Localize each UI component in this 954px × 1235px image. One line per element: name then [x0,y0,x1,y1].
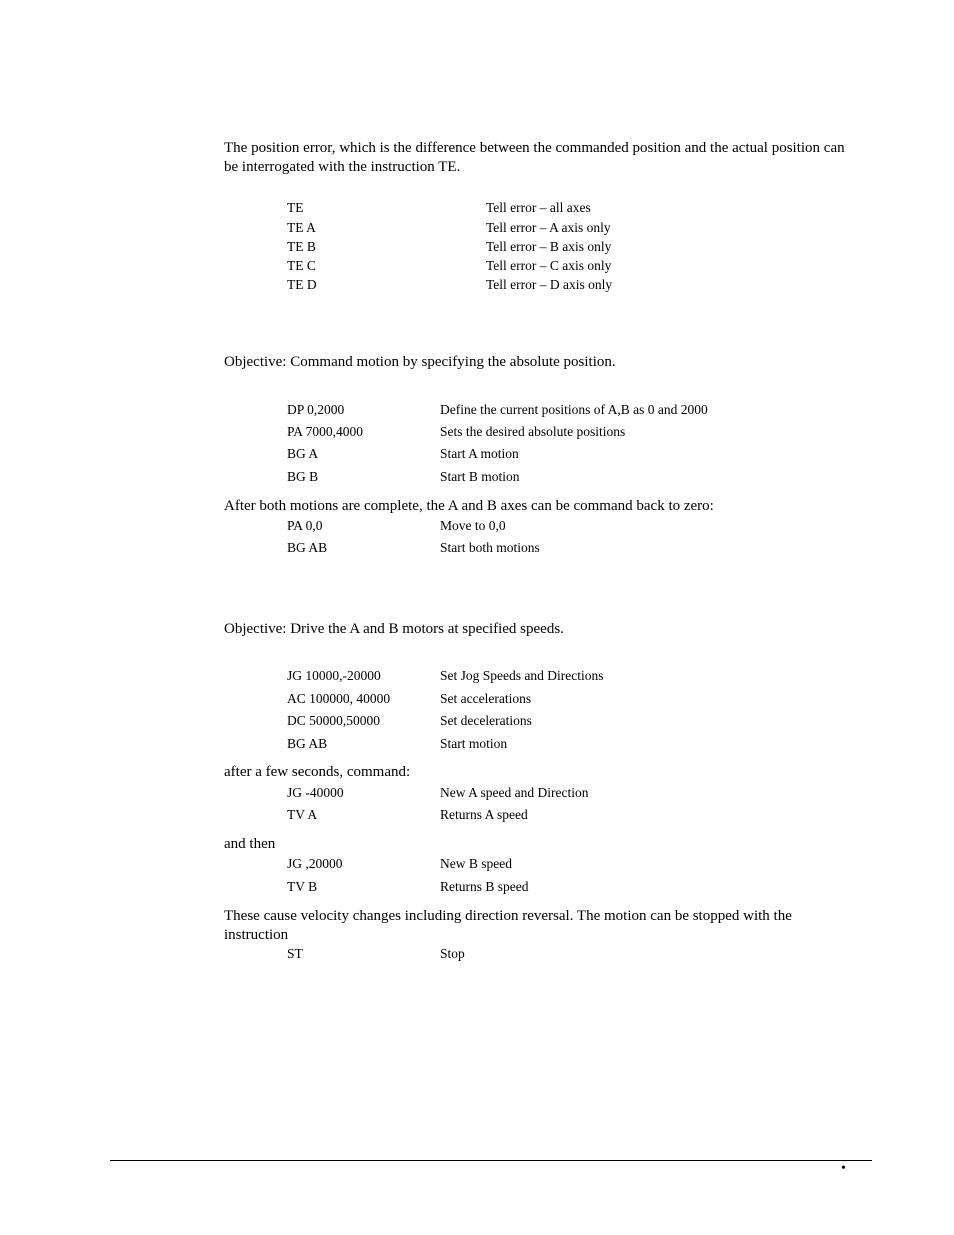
command-description: Tell error – B axis only [486,239,612,254]
jog-objective: Objective: Drive the A and B motors at specified speeds. [224,621,564,637]
command-description: Start B motion [440,469,520,484]
table-row [287,422,847,441]
table-row [287,198,847,217]
table-row [287,944,847,963]
command-description: Start motion [440,736,508,751]
command-code: TV A [287,807,318,822]
table-row [287,444,847,463]
command-description: Set Jog Speeds and Directions [440,668,604,683]
table-row [287,711,847,730]
table-row [287,256,847,275]
command-description: Sets the desired absolute positions [440,424,626,439]
jog-reversal-text: These cause velocity changes including direction reversal. The motion can be stopped with the instruction [224,908,792,943]
table-row [287,275,847,294]
jog-then-text: and then [224,836,276,852]
table-row [287,218,847,237]
command-description: Move to 0,0 [440,518,506,533]
command-description: Tell error – all axes [486,200,591,215]
command-code: TE B [287,239,316,254]
table-row [287,400,847,419]
command-code: DP 0,2000 [287,402,345,417]
command-description: Tell error – D axis only [486,277,613,292]
command-code: BG AB [287,540,328,555]
command-code: JG -40000 [287,785,344,800]
table-row [287,538,847,557]
table-row [287,689,847,708]
abs-objective: Objective: Command motion by specifying the absolute position. [224,354,616,370]
command-description: New B speed [440,856,512,871]
footer-bullet: • [841,1161,846,1176]
command-code: AC 100000, 40000 [287,691,391,706]
command-code: BG A [287,446,319,461]
command-code: BG B [287,469,319,484]
command-code: DC 50000,50000 [287,713,381,728]
command-code: PA 7000,4000 [287,424,364,439]
table-row [287,783,847,802]
command-code: JG 10000,-20000 [287,668,381,683]
table-row [287,666,847,685]
table-row [287,467,847,486]
intro-paragraph: The position error, which is the difference between the commanded position and the actual position can be interrogated with the instruction TE. [224,140,845,175]
command-code: TE [287,200,304,215]
command-description: Stop [440,946,465,961]
table-row [287,805,847,824]
command-code: BG AB [287,736,328,751]
command-description: Define the current positions of A,B as 0 and 2000 [440,402,708,417]
table-row [287,877,847,896]
command-code: ST [287,946,303,961]
command-code: PA 0,0 [287,518,323,533]
command-code: TE C [287,258,316,273]
command-code: JG ,20000 [287,856,343,871]
command-description: New A speed and Direction [440,785,589,800]
command-description: Returns B speed [440,879,529,894]
footer-divider [110,1160,872,1161]
command-code: TE D [287,277,317,292]
command-description: Tell error – A axis only [486,220,611,235]
command-description: Tell error – C axis only [486,258,612,273]
command-description: Set decelerations [440,713,532,728]
table-row [287,516,847,535]
command-code: TE A [287,220,316,235]
command-description: Start both motions [440,540,540,555]
table-row [287,734,847,753]
jog-after-text: after a few seconds, command: [224,764,411,780]
table-row [287,854,847,873]
command-description: Set accelerations [440,691,532,706]
abs-after-text: After both motions are complete, the A and B axes can be command back to zero: [224,498,714,514]
command-description: Start A motion [440,446,519,461]
command-code: TV B [287,879,318,894]
table-row [287,237,847,256]
command-description: Returns A speed [440,807,528,822]
